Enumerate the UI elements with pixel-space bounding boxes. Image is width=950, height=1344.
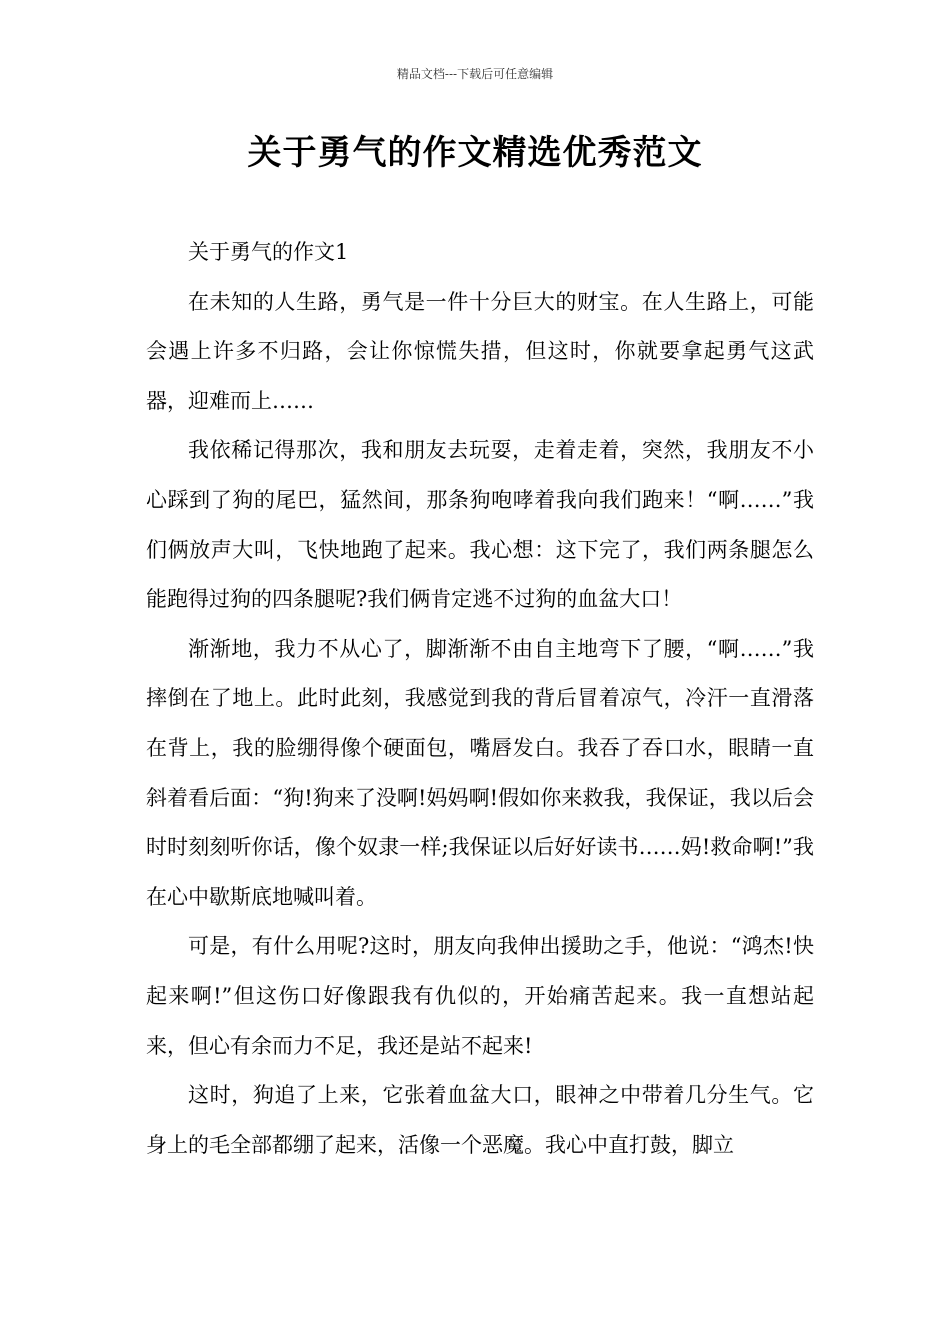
- document-title: 关于勇气的作文精选优秀范文: [247, 133, 703, 173]
- paragraph: 可是，有什么用呢?这时，朋友向我伸出援助之手，他说：“鸿杰!快起来啊!”但这伤口好像跟我有仇似的，开始痛苦起来。我一直想站起来，但心有余而力不足，我还是站不起来!: [146, 934, 814, 1058]
- paragraph: 渐渐地，我力不从心了，脚渐渐不由自主地弯下了腰，“啊……”我摔倒在了地上。此时此刻，我感觉到我的背后冒着凉气，冷汗一直滑落在背上，我的脸绷得像个硬面包，嘴唇发白。我吞了吞口水，眼睛一直斜着看后面：“狗!狗来了没啊!妈妈啊!假如你来救我，我保证，我以后会时时刻刻听你话，像个奴隶一样;我保证以后好好读书……妈!救命啊!”我在心中歇斯底地喊叫着。: [146, 636, 814, 909]
- paragraph: 我依稀记得那次，我和朋友去玩耍，走着走着，突然，我朋友不小心踩到了狗的尾巴，猛然间，那条狗咆哮着我向我们跑来！“啊……”我们俩放声大叫，飞快地跑了起来。我心想：这下完了，我们两条腿怎么能跑得过狗的四条腿呢?我们俩肯定逃不过狗的血盆大口！: [146, 438, 814, 612]
- section-heading: 关于勇气的作文1: [188, 240, 349, 264]
- paragraph: 这时，狗追了上来，它张着血盆大口，眼神之中带着几分生气。它身上的毛全部都绷了起来，活像一个恶魔。我心中直打鼓，脚立: [146, 1083, 814, 1157]
- document-body: [146, 228, 814, 1170]
- header-note: 精品文档---下载后可任意编辑: [396, 67, 554, 81]
- paragraph: 在未知的人生路，勇气是一件十分巨大的财宝。在人生路上，可能会遇上许多不归路，会让你惊慌失措，但这时，你就要拿起勇气这武器，迎难而上……: [146, 289, 814, 413]
